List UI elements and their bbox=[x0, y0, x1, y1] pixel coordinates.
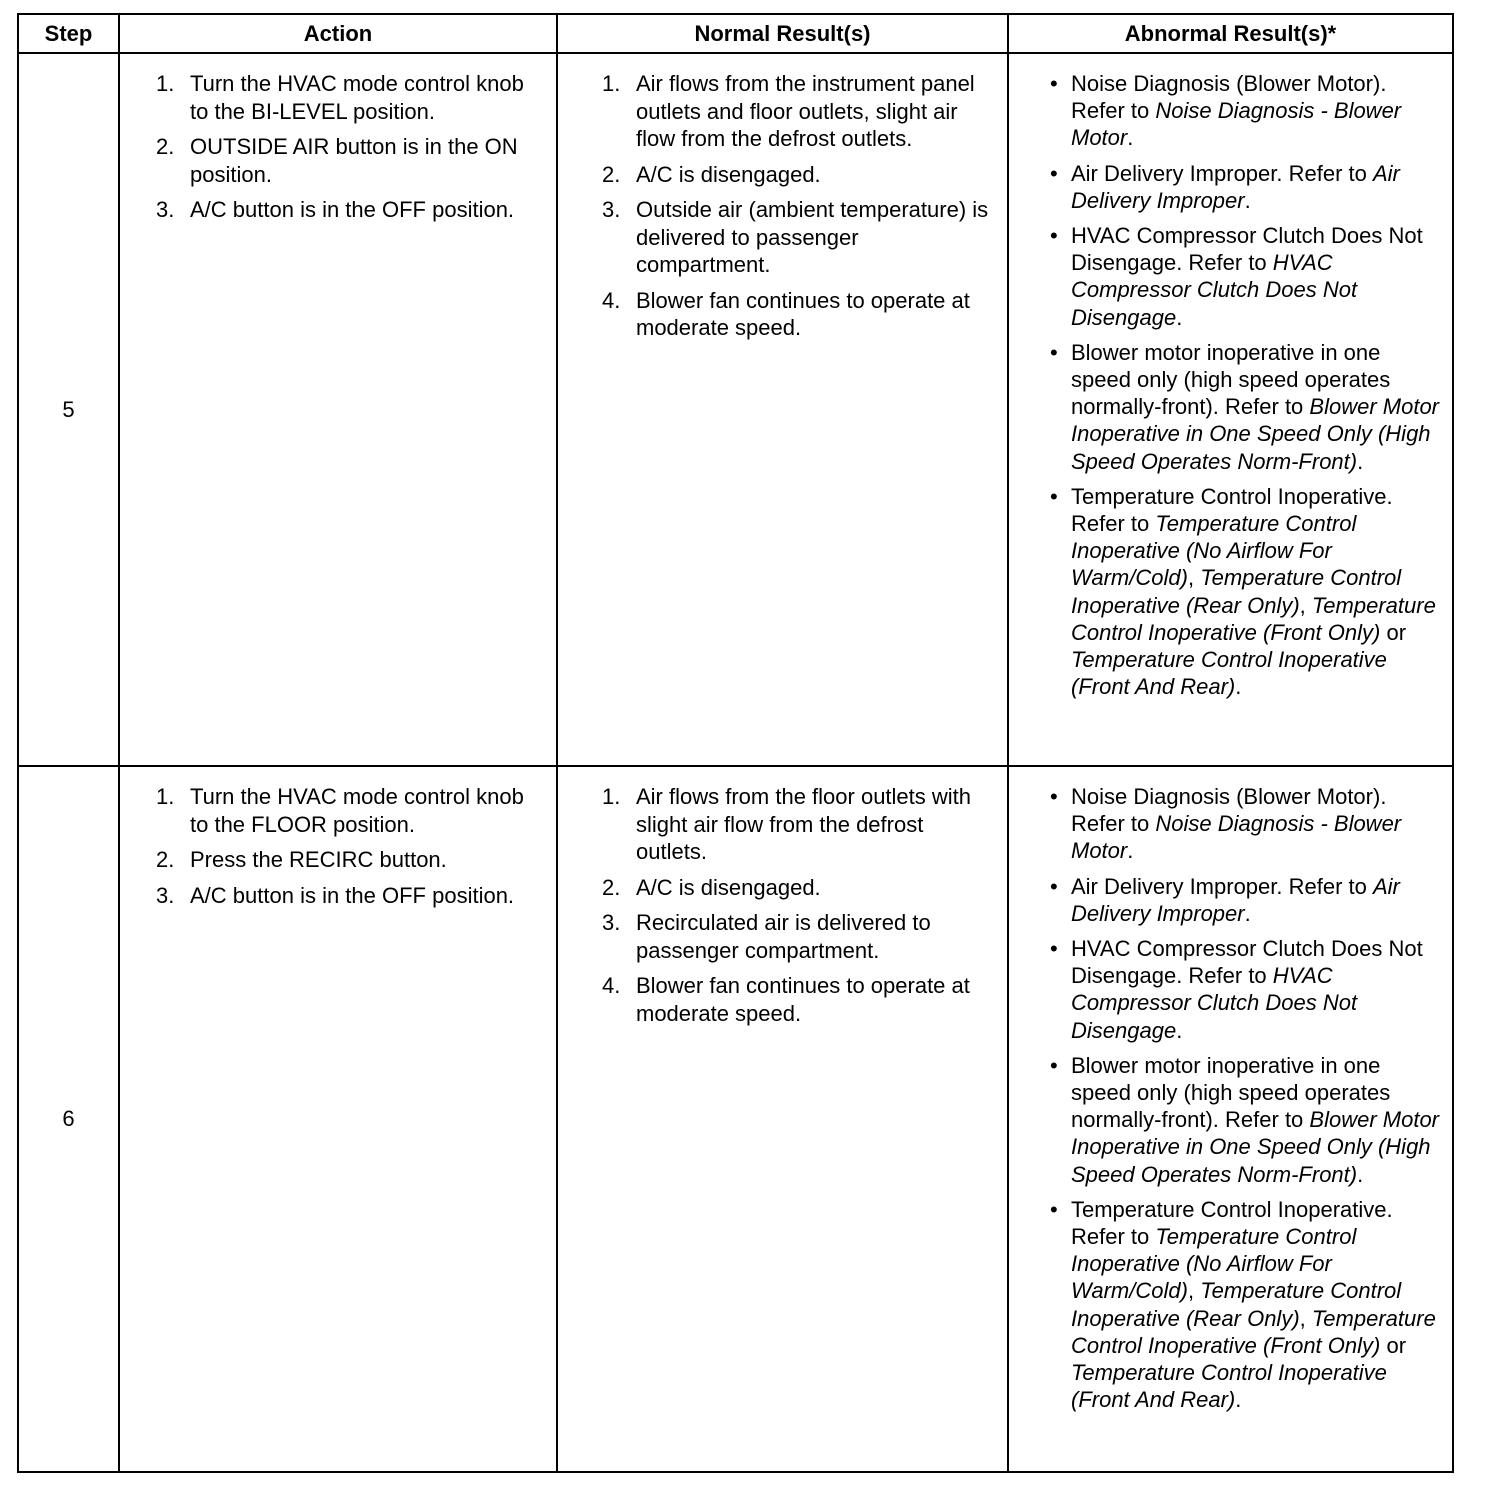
result-text: . bbox=[1176, 304, 1183, 330]
result-text: Noise Diagnosis (Blower Motor). Refer to bbox=[1071, 71, 1387, 124]
header-abnormal-results: Abnormal Result(s)* bbox=[1008, 14, 1453, 53]
action-text: Turn the HVAC mode control knob to the FLOOR position. bbox=[190, 784, 524, 837]
header-action: Action bbox=[119, 14, 557, 53]
result-text: Air Delivery Improper. Refer to bbox=[1071, 160, 1373, 186]
normal-result-item bbox=[602, 70, 999, 153]
action-list bbox=[120, 54, 556, 224]
normal-results-list bbox=[558, 767, 1007, 1027]
normal-result-item bbox=[602, 287, 999, 342]
action-item bbox=[156, 133, 546, 188]
reference-title: Temperature Control Inoperative (No Airflow For Warm/Cold) bbox=[1071, 511, 1357, 591]
result-text: . bbox=[1127, 838, 1134, 864]
abnormal-results-cell bbox=[1008, 53, 1453, 766]
action-cell bbox=[119, 766, 557, 1472]
item-number: 4. bbox=[602, 973, 621, 998]
result-text: . bbox=[1244, 187, 1251, 213]
result-text: Temperature Control Inoperative. Refer to bbox=[1071, 1196, 1393, 1250]
item-number: 2. bbox=[602, 874, 621, 900]
normal-result-item bbox=[602, 909, 999, 964]
result-text: . bbox=[1127, 125, 1134, 151]
result-text: Air Delivery Improper. Refer to bbox=[1071, 873, 1373, 899]
reference-title: HVAC Compressor Clutch Does Not Disengage bbox=[1071, 963, 1358, 1043]
item-number: 3. bbox=[602, 197, 621, 222]
item-number: 3. bbox=[156, 882, 175, 908]
reference-title: Noise Diagnosis - Blower Motor bbox=[1071, 98, 1402, 151]
item-number: 1. bbox=[602, 784, 621, 809]
bullet-icon: • bbox=[1050, 936, 1058, 962]
bullet-icon: • bbox=[1050, 71, 1058, 96]
result-text: . bbox=[1357, 448, 1364, 474]
table-row bbox=[18, 766, 1453, 1472]
result-text: Blower motor inoperative in one speed only (high speed operates normally-front). Refer to bbox=[1071, 339, 1391, 420]
step-number: 5 bbox=[18, 53, 119, 766]
result-text: . bbox=[1235, 1387, 1242, 1413]
reference-title: Noise Diagnosis - Blower Motor bbox=[1071, 811, 1402, 864]
diagnostic-table bbox=[17, 13, 1454, 1473]
reference-title: Temperature Control Inoperative (Rear Only) bbox=[1071, 565, 1402, 618]
result-text: . bbox=[1244, 900, 1251, 926]
normal-result-text: Air flows from the instrument panel outlets and floor outlets, slight air flow from the defrost outlets. bbox=[636, 71, 975, 151]
reference-title: HVAC Compressor Clutch Does Not Disengage bbox=[1071, 250, 1358, 330]
abnormal-result-item bbox=[1050, 935, 1446, 1044]
normal-result-text: Blower fan continues to operate at moderate speed. bbox=[636, 287, 970, 340]
normal-result-item bbox=[602, 874, 999, 902]
normal-result-text: Recirculated air is delivered to passenger compartment. bbox=[636, 910, 931, 963]
normal-results-cell bbox=[557, 53, 1008, 766]
item-number: 2. bbox=[156, 134, 175, 159]
abnormal-results-list bbox=[1009, 767, 1452, 1413]
action-text: A/C button is in the OFF position. bbox=[190, 197, 515, 222]
action-text: OUTSIDE AIR button is in the ON position. bbox=[190, 134, 518, 187]
action-text: A/C button is in the OFF position. bbox=[190, 882, 515, 908]
abnormal-result-item bbox=[1050, 1196, 1446, 1414]
bullet-icon: • bbox=[1050, 339, 1058, 365]
normal-result-text: A/C is disengaged. bbox=[636, 874, 821, 900]
item-number: 3. bbox=[602, 910, 621, 935]
abnormal-result-item bbox=[1050, 873, 1446, 927]
action-item bbox=[156, 846, 546, 874]
item-number: 4. bbox=[602, 287, 621, 313]
abnormal-result-item bbox=[1050, 160, 1446, 214]
result-text: , bbox=[1187, 1278, 1201, 1304]
result-text: , bbox=[1187, 565, 1201, 591]
normal-results-cell bbox=[557, 766, 1008, 1472]
bullet-icon: • bbox=[1050, 784, 1058, 809]
abnormal-result-item bbox=[1050, 1052, 1446, 1188]
normal-result-item bbox=[602, 783, 999, 866]
action-item bbox=[156, 196, 546, 224]
header-row bbox=[18, 14, 1453, 53]
abnormal-result-item bbox=[1050, 70, 1446, 152]
action-text: Turn the HVAC mode control knob to the BI-LEVEL position. bbox=[190, 71, 524, 124]
item-number: 1. bbox=[156, 784, 175, 809]
action-cell bbox=[119, 53, 557, 766]
header-normal-results: Normal Result(s) bbox=[557, 14, 1008, 53]
result-text: HVAC Compressor Clutch Does Not Disengage. Refer to bbox=[1071, 936, 1423, 989]
action-text: Press the RECIRC button. bbox=[190, 847, 447, 872]
result-text: or bbox=[1380, 619, 1407, 645]
reference-title: Temperature Control Inoperative (No Airflow For Warm/Cold) bbox=[1071, 1224, 1357, 1304]
normal-result-item bbox=[602, 161, 999, 189]
result-text: , bbox=[1299, 592, 1312, 618]
abnormal-result-item bbox=[1050, 783, 1446, 865]
reference-title: Temperature Control Inoperative (Front And Rear) bbox=[1071, 1360, 1387, 1413]
abnormal-result-item bbox=[1050, 483, 1446, 701]
action-list bbox=[120, 767, 556, 909]
result-text: . bbox=[1176, 1017, 1183, 1043]
normal-result-item bbox=[602, 196, 999, 279]
result-text: Temperature Control Inoperative. Refer to bbox=[1071, 483, 1393, 537]
result-text: or bbox=[1380, 1332, 1407, 1358]
action-item bbox=[156, 882, 546, 910]
reference-title: Temperature Control Inoperative (Front Only) bbox=[1071, 592, 1436, 645]
abnormal-result-item bbox=[1050, 339, 1446, 475]
bullet-icon: • bbox=[1050, 223, 1058, 249]
item-number: 2. bbox=[156, 847, 175, 872]
reference-title: Temperature Control Inoperative (Front Only) bbox=[1071, 1305, 1436, 1358]
result-text: . bbox=[1235, 674, 1242, 700]
reference-title: Blower Motor Inoperative in One Speed Only (High Speed Operates Norm-Front) bbox=[1071, 1107, 1439, 1187]
reference-title: Blower Motor Inoperative in One Speed Only (High Speed Operates Norm-Front) bbox=[1071, 394, 1439, 474]
result-text: , bbox=[1299, 1305, 1312, 1331]
normal-results-list bbox=[558, 54, 1007, 342]
bullet-icon: • bbox=[1050, 1196, 1058, 1222]
abnormal-results-cell bbox=[1008, 766, 1453, 1472]
bullet-icon: • bbox=[1050, 873, 1058, 899]
step-number: 6 bbox=[18, 766, 119, 1472]
table-row bbox=[18, 53, 1453, 766]
abnormal-results-list bbox=[1009, 54, 1452, 700]
reference-title: Air Delivery Improper bbox=[1071, 873, 1400, 926]
bullet-icon: • bbox=[1050, 483, 1058, 509]
normal-result-item bbox=[602, 972, 999, 1027]
header-step: Step bbox=[18, 14, 119, 53]
action-item bbox=[156, 70, 546, 125]
item-number: 2. bbox=[602, 161, 621, 187]
item-number: 3. bbox=[156, 197, 175, 222]
reference-title: Air Delivery Improper bbox=[1071, 160, 1400, 213]
reference-title: Temperature Control Inoperative (Rear Only) bbox=[1071, 1278, 1402, 1331]
bullet-icon: • bbox=[1050, 1052, 1058, 1078]
abnormal-result-item bbox=[1050, 222, 1446, 331]
item-number: 1. bbox=[602, 71, 621, 96]
bullet-icon: • bbox=[1050, 160, 1058, 186]
result-text: . bbox=[1357, 1161, 1364, 1187]
result-text: HVAC Compressor Clutch Does Not Disengage. Refer to bbox=[1071, 223, 1423, 276]
normal-result-text: Air flows from the floor outlets with slight air flow from the defrost outlets. bbox=[636, 784, 972, 864]
reference-title: Temperature Control Inoperative (Front And Rear) bbox=[1071, 647, 1387, 700]
result-text: Noise Diagnosis (Blower Motor). Refer to bbox=[1071, 784, 1387, 837]
normal-result-text: Outside air (ambient temperature) is delivered to passenger compartment. bbox=[636, 197, 989, 277]
normal-result-text: Blower fan continues to operate at moderate speed. bbox=[636, 973, 970, 1026]
item-number: 1. bbox=[156, 71, 175, 96]
action-item bbox=[156, 783, 546, 838]
normal-result-text: A/C is disengaged. bbox=[636, 161, 821, 187]
result-text: Blower motor inoperative in one speed only (high speed operates normally-front). Refer to bbox=[1071, 1052, 1391, 1133]
